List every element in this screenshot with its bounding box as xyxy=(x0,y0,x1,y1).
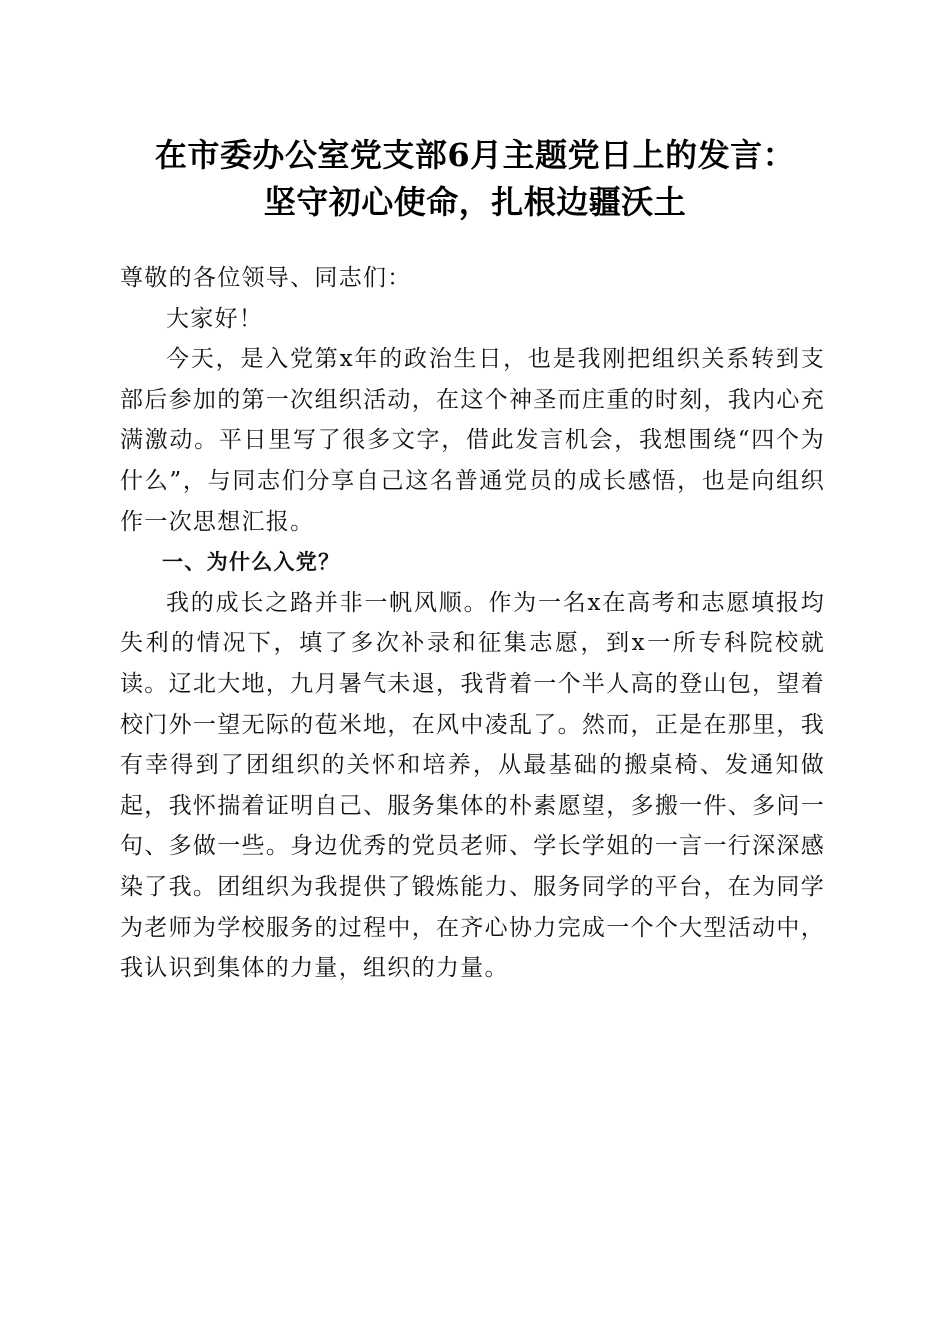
title-line-1: 在市委办公室党支部6月主题党日上的发言： xyxy=(154,136,796,174)
document-title xyxy=(80,132,870,226)
section-1-heading: 一、为什么入党？ xyxy=(162,550,341,575)
salutation: 尊敬的各位领导、同志们： xyxy=(120,265,412,291)
document-body xyxy=(120,258,825,989)
title-line-2: 坚守初心使命，扎根边疆沃土 xyxy=(263,183,687,221)
intro-paragraph: 今天，是入党第x年的政治生日，也是我刚把组织关系转到支部后参加的第一次组织活动，在这个神圣而庄重的时刻，我内心充满激动。平日里写了很多文字，借此发言机会，我想围绕“四个为什么”，与同志们分享自己这名普通党员的成长感悟，也是向组织作一次思想汇报。 xyxy=(120,346,825,535)
section-1-paragraph: 我的成长之路并非一帆风顺。作为一名x在高考和志愿填报均失利的情况下，填了多次补录和征集志愿，到x一所专科院校就读。辽北大地，九月暑气未退，我背着一个半人高的登山包，望着校门外一望无际的苞米地，在风中凌乱了。然而，正是在那里，我有幸得到了团组织的关怀和培养，从最基础的搬桌椅、发通知做起，我怀揣着证明自己、服务集体的朴素愿望，多搬一件、多问一句、多做一些。身边优秀的党员老师、学长学姐的一言一行深深感染了我。团组织为我提供了锻炼能力、服务同学的平台，在为同学为老师为学校服务的过程中，在齐心协力完成一个个大型活动中，我认识到集体的力量，组织的力量。 xyxy=(120,589,825,982)
greeting: 大家好！ xyxy=(166,305,264,332)
